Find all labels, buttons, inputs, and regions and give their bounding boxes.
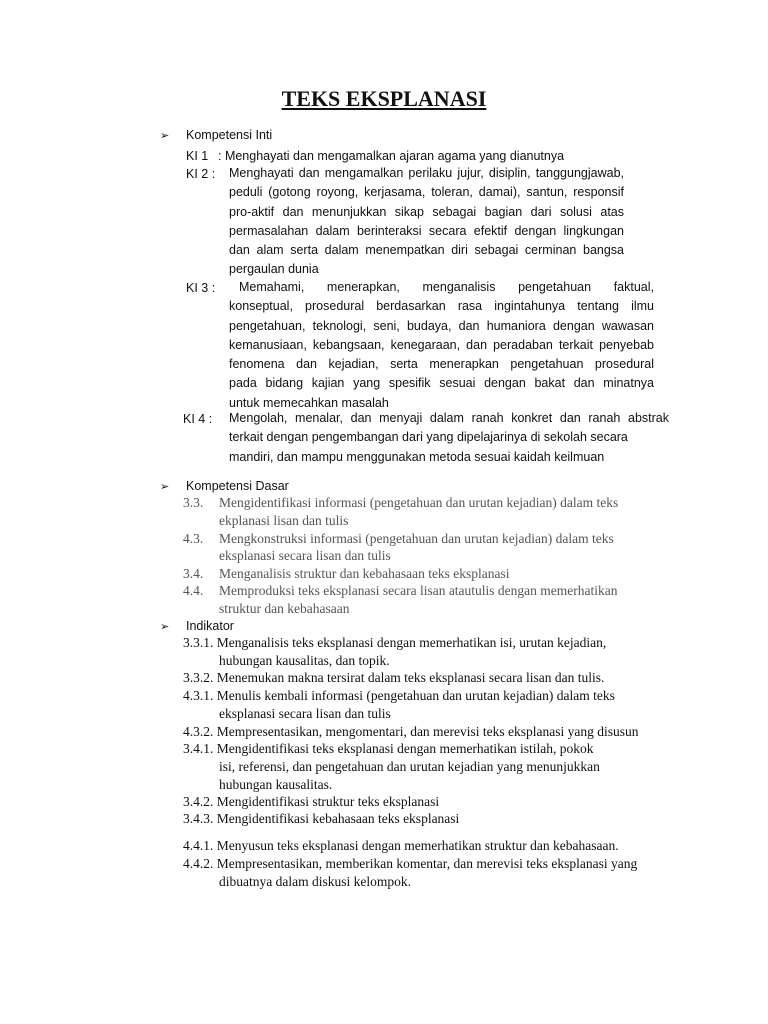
kd-line: Menganalisis struktur dan kebahasaan teks eksplanasi [219,566,510,581]
ki4-line: terkait dengan pengembangan dari yang dipelajarinya di sekolah secara [229,430,628,445]
ki4-line: Mengolah, menalar, dan menyaji dalam ranah konkret dan ranah abstrak [229,411,669,425]
ki2-line: dan alam serta dalam menempatkan diri sebagai cerminan bangsa [229,243,624,258]
indikator-line: 3.4.3. Mengidentifikasi kebahasaan teks eksplanasi [183,811,460,826]
indikator-line: 4.4.2. Mempresentasikan, memberikan komentar, dan merevisi teks eksplanasi yang [183,856,638,871]
ki3-line: pada bidang kajian yang spesifik sesuai dengan bakat dan minatnya [229,376,654,391]
indikator-line: 4.3.1. Menulis kembali informasi (pengetahuan dan urutan kejadian) dalam teks [183,688,615,703]
kd-line: eksplanasi secara lisan dan tulis [219,548,391,563]
kd-line: Mengkonstruksi informasi (pengetahuan dan urutan kejadian) dalam teks [219,531,614,546]
indikator-line: 4.4.1. Menyusun teks eksplanasi dengan memerhatikan struktur dan kebahasaan. [183,838,619,853]
kd-heading-label: Kompetensi Dasar [186,479,289,493]
kd-num: 3.4. [183,566,204,581]
ki3-line: pengetahuan, teknologi, seni, budaya, dan humaniora dengan wawasan [229,318,654,333]
indikator-line: 4.3.2. Mempresentasikan, mengomentari, dan merevisi teks eksplanasi yang disusun [183,724,639,739]
ki2-line: Menghayati dan mengamalkan perilaku jujur, disiplin, tanggungjawab, [229,166,624,180]
ki3-line: Memahami, menerapkan, menganalisis pengetahuan faktual, [239,280,654,294]
ki4-text [229,409,669,467]
ki3-line: kemanusiaan, kebangsaan, kenegaraan, dan peradaban terkait penyebab [229,337,654,352]
kd-heading [160,479,289,493]
ki3-line: untuk memecahkan masalah [229,395,389,410]
kd-num: 4.4. [183,583,204,598]
kd-num: 3.3. [183,495,204,510]
ki3-line: konseptual, prosedural berdasarkan rasa ingintahunya tentang ilmu [229,299,654,314]
indikator-line: hubungan kausalitas, dan topik. [219,653,390,668]
ki4-label: KI 4 : [183,412,213,426]
ki2-line: peduli (gotong royong, kerjasama, toleran, damai), santun, responsif [229,185,624,200]
kd-num: 4.3. [183,531,204,546]
ki2-text [229,164,624,280]
arrow-bullet-icon: ➢ [160,621,170,633]
ki1-text: : Menghayati dan mengamalkan ajaran agama yang dianutnya [218,149,565,163]
indikator-line: eksplanasi secara lisan dan tulis [219,706,391,721]
indikator-line: 3.3.1. Menganalisis teks eksplanasi dengan memerhatikan isi, urutan kejadian, [183,635,607,650]
indikator-line: 3.4.2. Mengidentifikasi struktur teks eksplanasi [183,794,440,809]
indikator-line: 3.4.1. Mengidentifikasi teks eksplanasi dengan memerhatikan istilah, pokok [183,741,594,756]
ki4-line: mandiri, dan mampu menggunakan metoda sesuai kaidah keilmuan [229,449,605,464]
arrow-bullet-icon: ➢ [160,130,170,142]
indikator-line: isi, referensi, dan pengetahuan dan urutan kejadian yang menunjukkan [219,759,600,774]
ki3-text [229,278,654,413]
indikator-heading [160,619,234,633]
indikator-line: 3.3.2. Menemukan makna tersirat dalam teks eksplanasi secara lisan dan tulis. [183,670,605,685]
indikator-line: hubungan kausalitas. [219,777,333,792]
kd-line: Memproduksi teks eksplanasi secara lisan atautulis dengan memerhatikan [219,583,618,598]
arrow-bullet-icon: ➢ [160,481,170,493]
indikator-heading-label: Indikator [186,619,234,633]
page-title: TEKS EKSPLANASI [281,86,487,111]
kd-line: Mengidentifikasi informasi (pengetahuan dan urutan kejadian) dalam teks [219,495,619,510]
kd-line: ekplanasi lisan dan tulis [219,513,349,528]
kd-line: struktur dan kebahasaan [219,601,350,616]
ki3-label: KI 3 : [186,281,216,295]
ki1-label: KI 1 [186,149,209,163]
indikator-line: dibuatnya dalam diskusi kelompok. [219,874,411,889]
ki-heading-label: Kompetensi Inti [186,128,273,142]
ki2-line: pergaulan dunia [229,262,319,277]
ki2-line: permasalahan dalam berinteraksi secara efektif dengan lingkungan [229,223,624,238]
ki-heading [160,128,272,142]
ki2-line: pro-aktif dan menunjukkan sikap sebagai bagian dari solusi atas [229,204,624,219]
ki2-label: KI 2 : [186,167,216,181]
ki3-line: fenomena dan kejadian, serta menerapkan pengetahuan prosedural [229,357,654,372]
